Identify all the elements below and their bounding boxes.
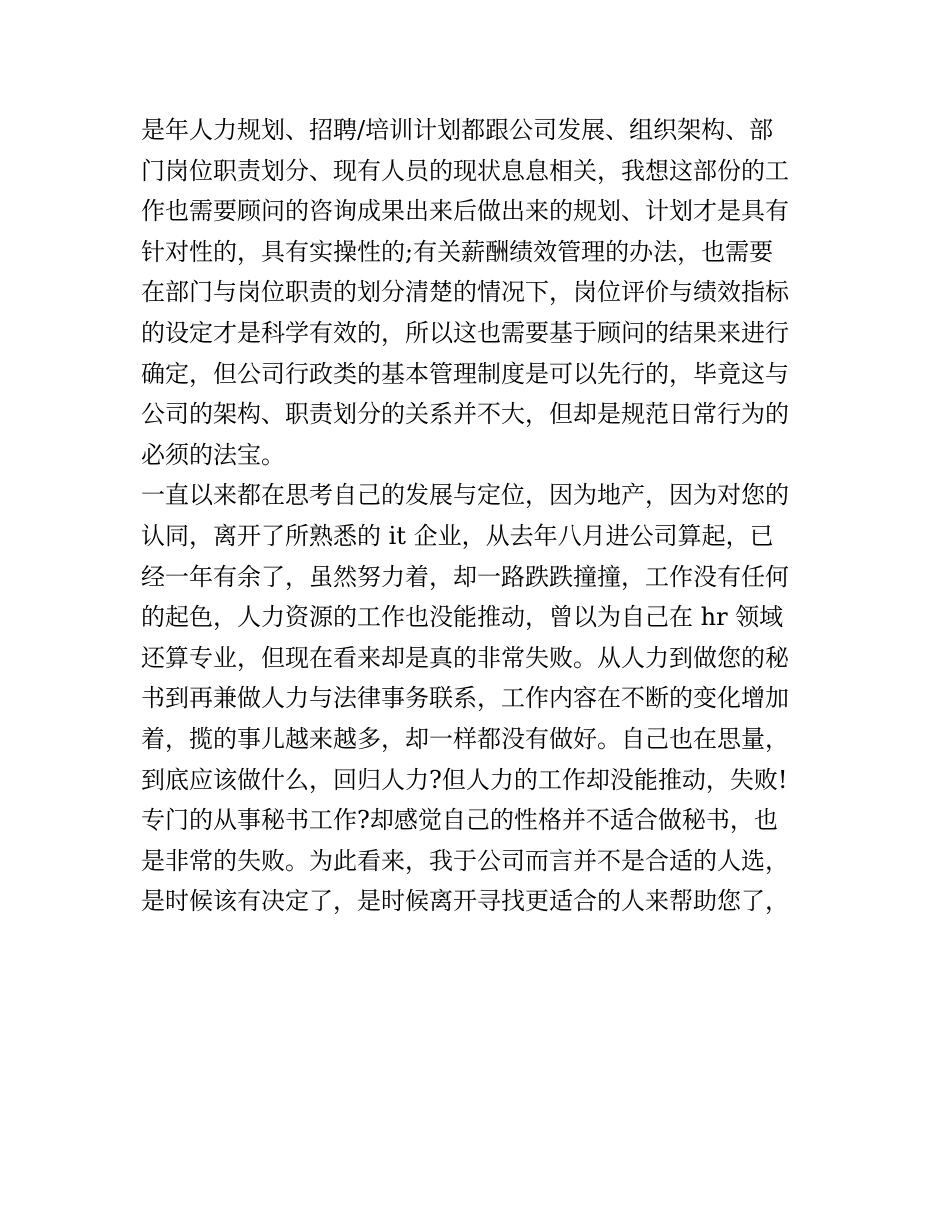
text-line-9: 必须的法宝。 bbox=[141, 440, 285, 469]
text-line-13: 的起色，人力资源的工作也没能推动，曾以为自己在 hr 领域 bbox=[141, 603, 784, 632]
text-line-15: 书到再兼做人力与法律事务联系，工作内容在不断的变化增加 bbox=[141, 684, 789, 713]
text-line-14: 还算专业，但现在看来却是真的非常失败。从人力到做您的秘 bbox=[141, 643, 789, 672]
text-line-2: 门岗位职责划分、现有人员的现状息息相关，我想这部份的工 bbox=[141, 156, 789, 185]
text-line-6: 的设定才是科学有效的，所以这也需要基于顾问的结果来进行 bbox=[141, 318, 789, 347]
text-line-5: 在部门与岗位职责的划分清楚的情况下，岗位评价与绩效指标 bbox=[141, 278, 789, 307]
text-line-17: 到底应该做什么，回归人力?但人力的工作却没能推动，失败! bbox=[141, 765, 788, 794]
text-line-16: 着，揽的事儿越来越多，却一样都没有做好。自己也在思量， bbox=[141, 724, 789, 753]
text-line-10: 一直以来都在思考自己的发展与定位，因为地产，因为对您的 bbox=[141, 481, 789, 510]
text-line-11: 认同，离开了所熟悉的 it 企业，从去年八月进公司算起，已 bbox=[141, 521, 774, 550]
text-line-3: 作也需要顾问的咨询成果出来后做出来的规划、计划才是具有 bbox=[141, 197, 789, 226]
text-line-4: 针对性的，具有实操性的;有关薪酬绩效管理的办法，也需要 bbox=[141, 237, 774, 266]
text-line-12: 经一年有余了，虽然努力着，却一路跌跌撞撞，工作没有任何 bbox=[141, 562, 789, 591]
text-line-19: 是非常的失败。为此看来，我于公司而言并不是合适的人选， bbox=[141, 846, 789, 875]
text-line-20: 是时候该有决定了，是时候离开寻找更适合的人来帮助您了， bbox=[141, 887, 789, 916]
body-text bbox=[141, 110, 821, 922]
text-line-7: 确定，但公司行政类的基本管理制度是可以先行的，毕竟这与 bbox=[141, 359, 789, 388]
text-line-1: 是年人力规划、招聘/培训计划都跟公司发展、组织架构、部 bbox=[141, 116, 774, 144]
text-line-8: 公司的架构、职责划分的关系并不大，但却是规范日常行为的 bbox=[141, 400, 789, 429]
text-line-18: 专门的从事秘书工作?却感觉自己的性格并不适合做秘书，也 bbox=[141, 806, 778, 835]
